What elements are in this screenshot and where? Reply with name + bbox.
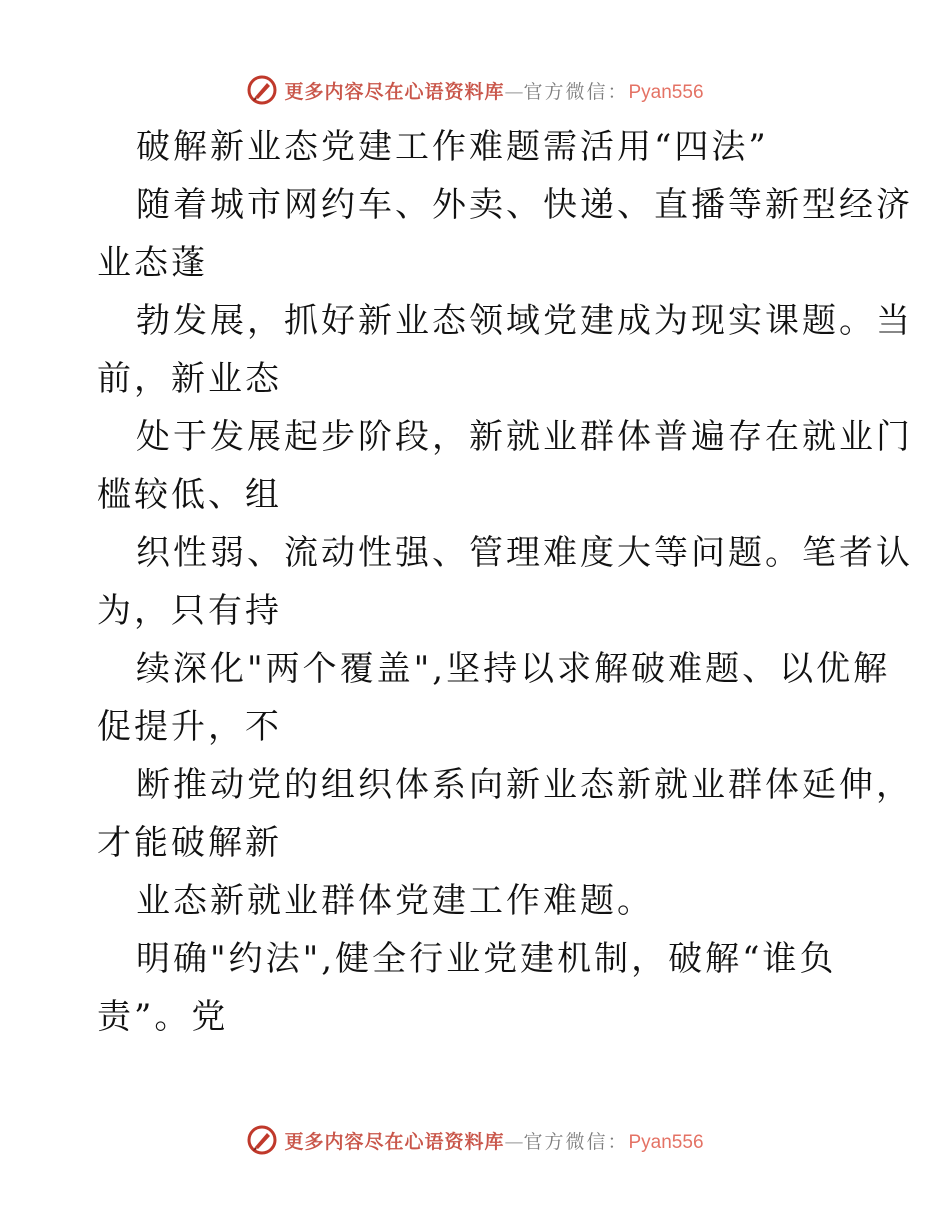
text-line: 槛较低、组 — [97, 475, 282, 515]
text-line: 破解新业态党建工作难题需活用“四法” — [136, 127, 769, 167]
watermark-text — [284, 77, 703, 104]
pen-logo-icon — [246, 1124, 278, 1156]
header-watermark — [0, 74, 950, 106]
text-line: 业态蓬 — [97, 243, 208, 283]
watermark-id: Pyan556 — [628, 81, 704, 103]
text-line: 业态新就业群体党建工作难题。 — [136, 881, 654, 921]
watermark-brand: 更多内容尽在心语资料库 — [284, 80, 505, 103]
watermark-brand: 更多内容尽在心语资料库 — [284, 1130, 505, 1153]
text-line: 随着城市网约车、外卖、快递、直播等新型经济 — [136, 185, 913, 225]
text-line: 织性弱、流动性强、管理难度大等问题。笔者认 — [136, 533, 913, 573]
text-line: 处于发展起步阶段，新就业群体普遍存在就业门 — [136, 417, 913, 457]
pen-logo-icon — [246, 74, 278, 106]
text-line: 断推动党的组织体系向新业态新就业群体延伸， — [136, 765, 913, 805]
watermark-id: Pyan556 — [628, 1131, 704, 1153]
text-line: 续深化"两个覆盖",坚持以求解破难题、以优解 — [136, 649, 891, 689]
text-line: 促提升，不 — [97, 707, 282, 747]
watermark-dash: — — [504, 80, 524, 103]
text-line: 才能破解新 — [97, 823, 282, 863]
document-body — [97, 118, 913, 1046]
footer-watermark — [0, 1124, 950, 1156]
text-line: 明确"约法",健全行业党建机制，破解“谁负 — [136, 939, 837, 979]
text-line: 前，新业态 — [97, 359, 282, 399]
text-line: 勃发展，抓好新业态领域党建成为现实课题。当 — [136, 301, 913, 341]
watermark-text — [284, 1127, 703, 1154]
text-line: 为，只有持 — [97, 591, 282, 631]
watermark-dash: — — [504, 1130, 524, 1153]
watermark-official: 官方微信： — [523, 80, 629, 103]
text-line: 责”。党 — [97, 997, 229, 1037]
watermark-official: 官方微信： — [523, 1130, 629, 1153]
